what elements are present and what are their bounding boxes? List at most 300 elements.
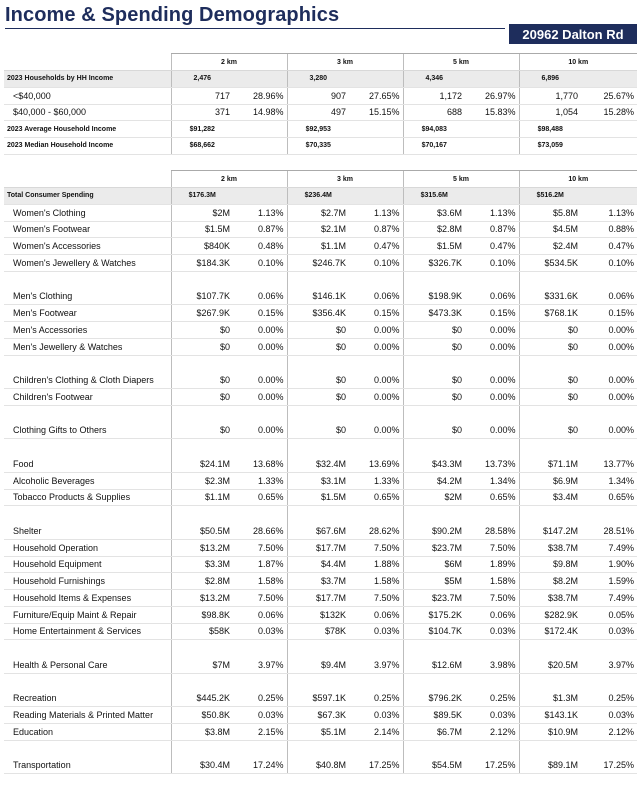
value-cell: $98,488 (519, 121, 581, 138)
percent-cell: 0.47% (581, 238, 637, 255)
percent-cell: 0.10% (465, 255, 519, 272)
percent-cell: 17.25% (581, 757, 637, 774)
value-cell: 3,280 (287, 71, 349, 88)
percent-cell: 7.50% (465, 590, 519, 607)
percent-cell (581, 121, 637, 138)
value-cell: $50.8K (171, 707, 233, 724)
value-cell: 371 (171, 104, 233, 121)
spacer-row (4, 640, 637, 657)
value-cell: $58K (171, 623, 233, 640)
table-row (4, 422, 637, 439)
value-cell: $13.2M (171, 590, 233, 607)
value-cell: $20.5M (519, 657, 581, 674)
spacer-row (4, 439, 637, 456)
value-cell (519, 673, 581, 690)
percent-cell (233, 740, 287, 757)
value-cell (171, 673, 233, 690)
row-label (4, 740, 171, 757)
percent-cell: 0.00% (233, 338, 287, 355)
value-cell: $143.1K (519, 707, 581, 724)
value-cell (403, 640, 465, 657)
percent-cell: 15.83% (465, 104, 519, 121)
value-cell: $2.7M (287, 204, 349, 221)
value-cell: $94,083 (403, 121, 465, 138)
value-cell: $40.8M (287, 757, 349, 774)
percent-cell: 0.00% (233, 422, 287, 439)
percent-cell (349, 640, 403, 657)
value-cell: $5.1M (287, 724, 349, 741)
value-cell: $6.7M (403, 724, 465, 741)
percent-cell (349, 439, 403, 456)
value-cell (287, 405, 349, 422)
percent-cell: 0.00% (349, 422, 403, 439)
row-label: Men's Jewellery & Watches (4, 338, 171, 355)
percent-cell: 7.50% (349, 590, 403, 607)
value-cell: $236.4M (287, 188, 349, 205)
percent-cell: 0.06% (233, 606, 287, 623)
percent-cell: 0.03% (349, 623, 403, 640)
row-label: Men's Clothing (4, 288, 171, 305)
percent-cell: 1.13% (581, 204, 637, 221)
row-label: Clothing Gifts to Others (4, 422, 171, 439)
percent-cell (233, 506, 287, 523)
value-cell: $6M (403, 556, 465, 573)
percent-cell: 0.06% (349, 606, 403, 623)
value-cell: $147.2M (519, 523, 581, 540)
percent-cell: 1.58% (465, 573, 519, 590)
percent-cell: 0.03% (581, 623, 637, 640)
percent-cell (465, 740, 519, 757)
value-cell: $38.7M (519, 590, 581, 607)
row-label: Women's Footwear (4, 221, 171, 238)
percent-cell: 3.97% (581, 657, 637, 674)
row-label: 2023 Median Household Income (4, 138, 171, 155)
percent-cell: 15.15% (349, 104, 403, 121)
value-cell: $2.1M (287, 221, 349, 238)
value-cell (403, 673, 465, 690)
radius-header: 10 km (519, 54, 637, 71)
income-table (4, 53, 637, 155)
value-cell: 4,346 (403, 71, 465, 88)
percent-cell (349, 121, 403, 138)
value-cell: $2M (171, 204, 233, 221)
percent-cell (465, 138, 519, 155)
percent-cell (581, 506, 637, 523)
row-label: Household Items & Expenses (4, 590, 171, 607)
value-cell (519, 355, 581, 372)
percent-cell (233, 71, 287, 88)
value-cell: $17.7M (287, 590, 349, 607)
percent-cell: 0.65% (349, 489, 403, 506)
value-cell: $70,167 (403, 138, 465, 155)
value-cell: $3.3M (171, 556, 233, 573)
value-cell: $315.6M (403, 188, 465, 205)
value-cell: $356.4K (287, 305, 349, 322)
value-cell: $1.3M (519, 690, 581, 707)
percent-cell: 28.96% (233, 87, 287, 104)
percent-cell: 0.00% (233, 389, 287, 406)
table-row (4, 489, 637, 506)
percent-cell (581, 439, 637, 456)
spacer-row (4, 506, 637, 523)
percent-cell: 1.90% (581, 556, 637, 573)
percent-cell (465, 673, 519, 690)
value-cell (287, 673, 349, 690)
percent-cell: 1.33% (233, 472, 287, 489)
radius-header: 10 km (519, 171, 637, 188)
percent-cell: 17.25% (349, 757, 403, 774)
percent-cell: 0.15% (349, 305, 403, 322)
percent-cell: 13.68% (233, 456, 287, 473)
table-row (4, 707, 637, 724)
row-label (4, 640, 171, 657)
value-cell: $0 (287, 372, 349, 389)
percent-cell: 13.69% (349, 456, 403, 473)
percent-cell: 0.88% (581, 221, 637, 238)
value-cell: 6,896 (519, 71, 581, 88)
value-cell (171, 439, 233, 456)
value-cell: $516.2M (519, 188, 581, 205)
percent-cell (465, 188, 519, 205)
value-cell: $67.3K (287, 707, 349, 724)
radius-header-row (4, 54, 637, 71)
table-row (4, 623, 637, 640)
value-cell: $89.1M (519, 757, 581, 774)
value-cell: $0 (171, 422, 233, 439)
percent-cell: 1.58% (349, 573, 403, 590)
percent-cell: 0.00% (349, 338, 403, 355)
percent-cell: 1.13% (349, 204, 403, 221)
table-row (4, 456, 637, 473)
value-cell (403, 506, 465, 523)
value-cell: $0 (403, 322, 465, 339)
row-label: Women's Jewellery & Watches (4, 255, 171, 272)
value-cell: $5.8M (519, 204, 581, 221)
percent-cell: 1.58% (233, 573, 287, 590)
percent-cell: 1.88% (349, 556, 403, 573)
table-row (4, 757, 637, 774)
value-cell: 1,770 (519, 87, 581, 104)
percent-cell: 0.03% (465, 707, 519, 724)
value-cell: $1.5M (403, 238, 465, 255)
row-label: Food (4, 456, 171, 473)
percent-cell: 0.00% (581, 338, 637, 355)
value-cell: $246.7K (287, 255, 349, 272)
percent-cell: 15.28% (581, 104, 637, 121)
row-label: Household Operation (4, 539, 171, 556)
percent-cell: 0.25% (233, 690, 287, 707)
value-cell: $146.1K (287, 288, 349, 305)
percent-cell: 0.00% (581, 389, 637, 406)
value-cell: $198.9K (403, 288, 465, 305)
table-row (4, 87, 637, 104)
percent-cell: 28.51% (581, 523, 637, 540)
row-label: Tobacco Products & Supplies (4, 489, 171, 506)
percent-cell: 2.15% (233, 724, 287, 741)
row-label: Alcoholic Beverages (4, 472, 171, 489)
value-cell: $4.4M (287, 556, 349, 573)
percent-cell (581, 740, 637, 757)
percent-cell: 0.00% (465, 422, 519, 439)
percent-cell: 1.13% (233, 204, 287, 221)
title-underline (5, 28, 505, 29)
percent-cell (465, 121, 519, 138)
percent-cell: 0.25% (581, 690, 637, 707)
value-cell: $0 (403, 338, 465, 355)
table-row (4, 322, 637, 339)
percent-cell: 7.50% (233, 539, 287, 556)
percent-cell: 0.25% (349, 690, 403, 707)
percent-cell: 28.62% (349, 523, 403, 540)
percent-cell: 25.67% (581, 87, 637, 104)
table-row (4, 188, 637, 205)
row-label: Men's Footwear (4, 305, 171, 322)
value-cell (171, 355, 233, 372)
value-cell: $10.9M (519, 724, 581, 741)
percent-cell (349, 506, 403, 523)
percent-cell: 0.06% (465, 288, 519, 305)
value-cell (519, 740, 581, 757)
percent-cell: 0.65% (465, 489, 519, 506)
value-cell: $12.6M (403, 657, 465, 674)
percent-cell: 0.25% (465, 690, 519, 707)
value-cell (171, 640, 233, 657)
value-cell: 2,476 (171, 71, 233, 88)
value-cell (287, 271, 349, 288)
table-row (4, 338, 637, 355)
value-cell: $0 (403, 422, 465, 439)
percent-cell (581, 355, 637, 372)
value-cell: $0 (171, 338, 233, 355)
value-cell: $0 (171, 322, 233, 339)
spending-table (4, 170, 637, 774)
row-label: Furniture/Equip Maint & Repair (4, 606, 171, 623)
value-cell: $17.7M (287, 539, 349, 556)
value-cell: $3.6M (403, 204, 465, 221)
value-cell: $282.9K (519, 606, 581, 623)
radius-header: 5 km (403, 54, 519, 71)
percent-cell: 7.50% (233, 590, 287, 607)
percent-cell (465, 506, 519, 523)
percent-cell (465, 405, 519, 422)
percent-cell: 1.34% (581, 472, 637, 489)
percent-cell (233, 355, 287, 372)
value-cell (403, 271, 465, 288)
row-label (4, 405, 171, 422)
row-label: <$40,000 (4, 87, 171, 104)
radius-header: 2 km (171, 54, 287, 71)
percent-cell: 1.33% (349, 472, 403, 489)
percent-cell (233, 271, 287, 288)
percent-cell (349, 138, 403, 155)
percent-cell (233, 138, 287, 155)
percent-cell (233, 439, 287, 456)
value-cell (403, 405, 465, 422)
value-cell: $89.5K (403, 707, 465, 724)
value-cell: $67.6M (287, 523, 349, 540)
percent-cell: 0.03% (465, 623, 519, 640)
percent-cell: 0.00% (581, 322, 637, 339)
value-cell: 717 (171, 87, 233, 104)
value-cell (519, 506, 581, 523)
row-label: Household Equipment (4, 556, 171, 573)
percent-cell: 0.00% (233, 372, 287, 389)
value-cell (287, 640, 349, 657)
value-cell: $104.7K (403, 623, 465, 640)
percent-cell: 3.98% (465, 657, 519, 674)
percent-cell: 0.00% (349, 322, 403, 339)
percent-cell (233, 405, 287, 422)
row-label: Recreation (4, 690, 171, 707)
table-row (4, 288, 637, 305)
spacer-row (4, 405, 637, 422)
value-cell (171, 506, 233, 523)
table-row (4, 204, 637, 221)
value-cell: $0 (287, 338, 349, 355)
percent-cell: 0.00% (465, 372, 519, 389)
row-label: 2023 Households by HH Income (4, 71, 171, 88)
radius-header: 2 km (171, 171, 287, 188)
percent-cell (233, 640, 287, 657)
percent-cell: 13.73% (465, 456, 519, 473)
value-cell: $0 (519, 372, 581, 389)
spacer-row (4, 355, 637, 372)
percent-cell: 2.12% (581, 724, 637, 741)
value-cell (287, 355, 349, 372)
table-row (4, 573, 637, 590)
percent-cell: 26.97% (465, 87, 519, 104)
percent-cell (349, 71, 403, 88)
value-cell: $1.1M (287, 238, 349, 255)
value-cell: $9.4M (287, 657, 349, 674)
percent-cell (581, 405, 637, 422)
percent-cell: 0.06% (349, 288, 403, 305)
value-cell: $3.8M (171, 724, 233, 741)
value-cell: $267.9K (171, 305, 233, 322)
value-cell (287, 506, 349, 523)
table-row (4, 690, 637, 707)
value-cell: $4.2M (403, 472, 465, 489)
value-cell: $1.5M (171, 221, 233, 238)
percent-cell: 1.13% (465, 204, 519, 221)
radius-header: 3 km (287, 171, 403, 188)
value-cell: $1.5M (287, 489, 349, 506)
value-cell: $0 (287, 322, 349, 339)
percent-cell: 0.00% (465, 338, 519, 355)
value-cell: $0 (287, 389, 349, 406)
row-label: 2023 Average Household Income (4, 121, 171, 138)
value-cell: $2.4M (519, 238, 581, 255)
value-cell: $4.5M (519, 221, 581, 238)
value-cell: $7M (171, 657, 233, 674)
spacer-row (4, 271, 637, 288)
value-cell: $70,335 (287, 138, 349, 155)
row-label: Health & Personal Care (4, 657, 171, 674)
table-row (4, 104, 637, 121)
percent-cell (349, 673, 403, 690)
value-cell (171, 740, 233, 757)
value-cell: $90.2M (403, 523, 465, 540)
value-cell: 1,172 (403, 87, 465, 104)
value-cell: 907 (287, 87, 349, 104)
percent-cell (233, 188, 287, 205)
table-row (4, 255, 637, 272)
row-label: Home Entertainment & Services (4, 623, 171, 640)
radius-header: 3 km (287, 54, 403, 71)
spacer-row (4, 673, 637, 690)
percent-cell: 0.65% (233, 489, 287, 506)
percent-cell: 0.06% (233, 288, 287, 305)
percent-cell: 0.00% (233, 322, 287, 339)
percent-cell: 0.87% (465, 221, 519, 238)
row-label: Women's Clothing (4, 204, 171, 221)
value-cell: $23.7M (403, 590, 465, 607)
value-cell: $24.1M (171, 456, 233, 473)
table-row (4, 724, 637, 741)
percent-cell (349, 271, 403, 288)
value-cell: $132K (287, 606, 349, 623)
value-cell: $175.2K (403, 606, 465, 623)
value-cell (171, 271, 233, 288)
value-cell: $54.5M (403, 757, 465, 774)
percent-cell (465, 271, 519, 288)
value-cell: $0 (519, 422, 581, 439)
value-cell: $9.8M (519, 556, 581, 573)
value-cell: $6.9M (519, 472, 581, 489)
percent-cell: 2.14% (349, 724, 403, 741)
value-cell: $98.8K (171, 606, 233, 623)
percent-cell: 0.65% (581, 489, 637, 506)
percent-cell: 0.87% (233, 221, 287, 238)
percent-cell: 0.15% (581, 305, 637, 322)
percent-cell: 1.89% (465, 556, 519, 573)
value-cell: $2.8M (171, 573, 233, 590)
radius-header: 5 km (403, 171, 519, 188)
value-cell: $172.4K (519, 623, 581, 640)
row-label: Transportation (4, 757, 171, 774)
row-label: Total Consumer Spending (4, 188, 171, 205)
percent-cell: 0.05% (581, 606, 637, 623)
percent-cell: 14.98% (233, 104, 287, 121)
percent-cell (465, 640, 519, 657)
percent-cell: 7.49% (581, 590, 637, 607)
value-cell (403, 439, 465, 456)
percent-cell: 0.03% (233, 623, 287, 640)
percent-cell: 3.97% (233, 657, 287, 674)
percent-cell: 3.97% (349, 657, 403, 674)
table-row (4, 121, 637, 138)
value-cell (287, 740, 349, 757)
percent-cell (233, 673, 287, 690)
value-cell: $2.8M (403, 221, 465, 238)
percent-cell: 0.00% (465, 389, 519, 406)
percent-cell (581, 271, 637, 288)
value-cell: $3.1M (287, 472, 349, 489)
value-cell: $0 (519, 322, 581, 339)
percent-cell: 1.59% (581, 573, 637, 590)
table-row (4, 556, 637, 573)
value-cell: $473.3K (403, 305, 465, 322)
header-blank-cell (4, 54, 171, 71)
value-cell: $107.7K (171, 288, 233, 305)
percent-cell: 0.10% (233, 255, 287, 272)
value-cell: $0 (403, 372, 465, 389)
value-cell (519, 271, 581, 288)
row-label (4, 355, 171, 372)
value-cell: $78K (287, 623, 349, 640)
percent-cell: 13.77% (581, 456, 637, 473)
percent-cell: 2.12% (465, 724, 519, 741)
